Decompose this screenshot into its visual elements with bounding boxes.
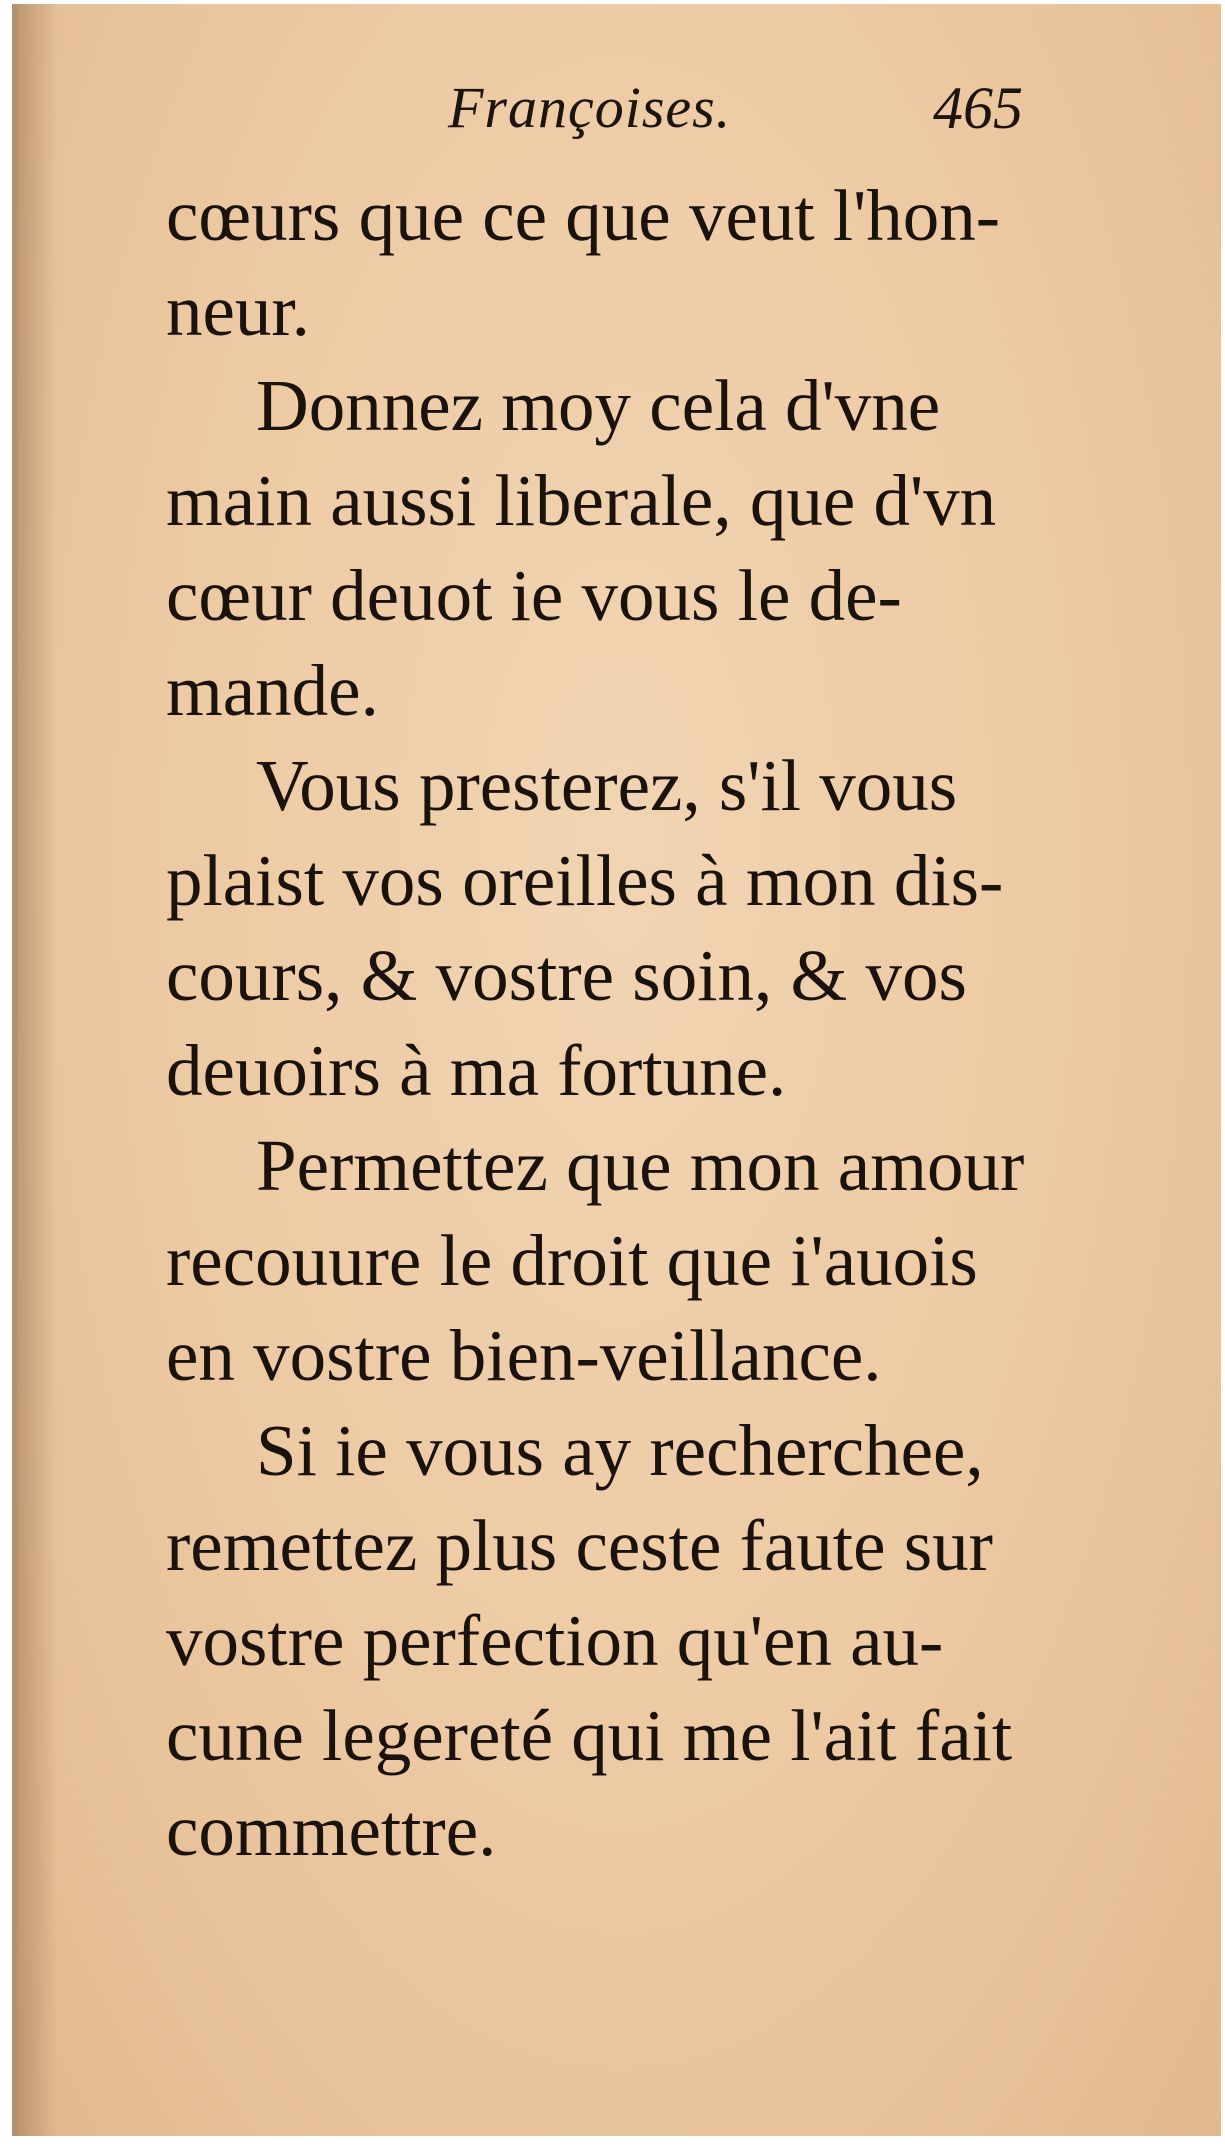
text-line: remettez plus ceste faute sur <box>166 1505 993 1586</box>
text-line: neur. <box>166 270 310 351</box>
text-line: Donnez moy cela d'vne <box>256 365 941 446</box>
text-line: Si ie vous ay recherchee, <box>256 1410 984 1491</box>
text-line: cours, & vostre soin, & vos <box>166 935 967 1016</box>
text-line: plaist vos oreilles à mon dis- <box>166 840 1004 921</box>
text-line: cœur deuot ie vous le de- <box>166 555 902 636</box>
text-line: main aussi liberale, que d'vn <box>166 460 997 541</box>
text-line: Permettez que mon amour <box>256 1125 1025 1206</box>
text-line: en vostre bien-veillance. <box>166 1315 882 1396</box>
text-line: Vous presterez, s'il vous <box>256 745 958 826</box>
text-block <box>166 168 1086 1878</box>
text-line: deuoirs à ma fortune. <box>166 1030 787 1111</box>
running-title: Françoises. <box>448 75 732 140</box>
text-line: commettre. <box>166 1790 497 1871</box>
book-page <box>12 4 1221 2136</box>
text-line: vostre perfection qu'en au- <box>166 1600 944 1681</box>
text-line: recouure le droit que i'auois <box>166 1220 978 1301</box>
page-number: 465 <box>933 75 1023 141</box>
page-header <box>18 74 1221 164</box>
text-line: cune legereté qui me l'ait fait <box>166 1695 1013 1776</box>
spine-shadow <box>18 4 58 2136</box>
text-line: cœurs que ce que veut l'hon- <box>166 175 1001 256</box>
text-line: mande. <box>166 650 379 731</box>
